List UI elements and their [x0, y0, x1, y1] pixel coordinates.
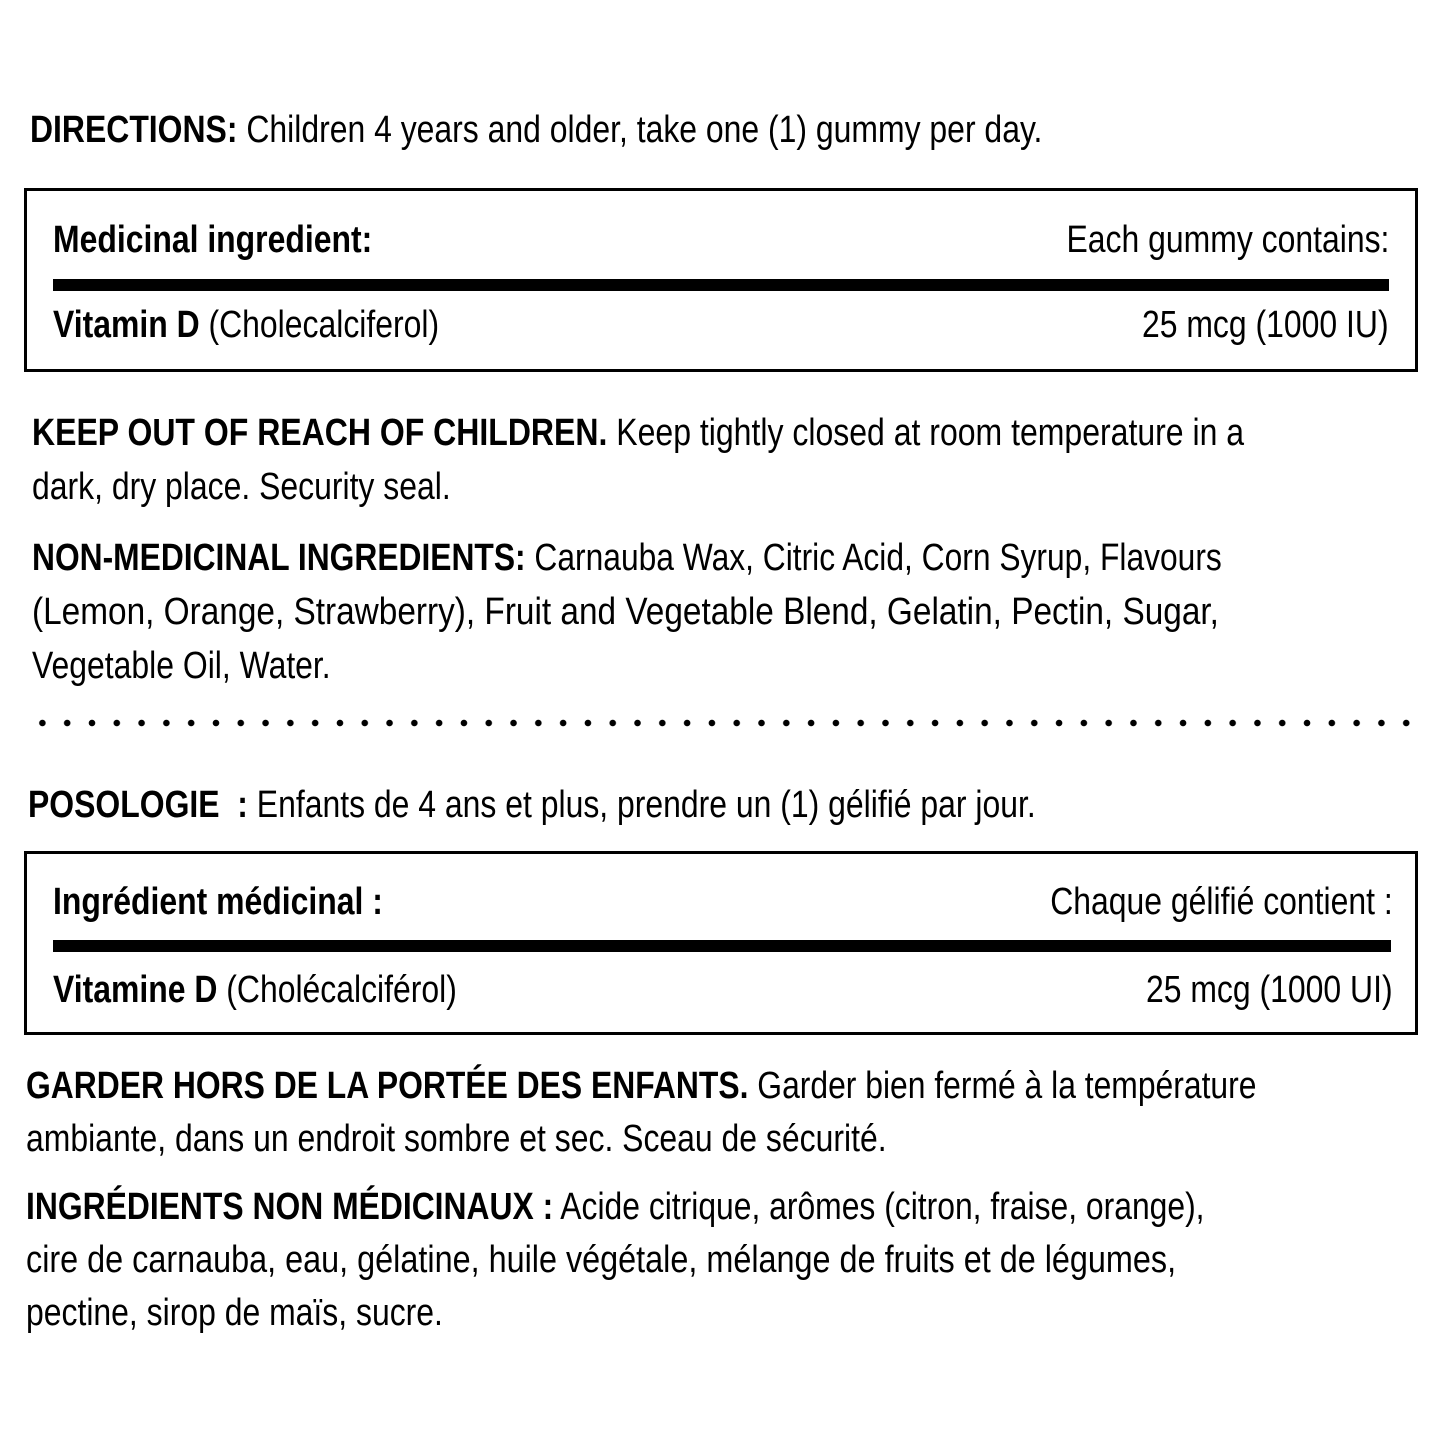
fr-non-medicinal-line-3: pectine, sirop de maïs, sucre. — [26, 1292, 443, 1334]
storage-label: KEEP OUT OF REACH OF CHILDREN. — [32, 412, 608, 454]
directions-line — [30, 110, 1042, 150]
ingredient-detail: (Cholecalciferol) — [199, 304, 440, 346]
fr-non-medicinal-line-1: INGRÉDIENTS NON MÉDICINAUX : Acide citrique, arômes (citron, fraise, orange), — [26, 1186, 1205, 1228]
table-ingredient-cell — [53, 305, 513, 345]
fr-non-medicinal-label: INGRÉDIENTS NON MÉDICINAUX : — [26, 1186, 554, 1228]
fr-ingredient-detail: (Cholécalciférol) — [217, 969, 457, 1011]
non-medicinal-line-2: (Lemon, Orange, Strawberry), Fruit and Vegetable Blend, Gelatin, Pectin, Sugar, — [32, 591, 1219, 633]
storage-line-1: KEEP OUT OF REACH OF CHILDREN. Keep tightly closed at room temperature in a — [32, 412, 1245, 454]
table-amount-cell: 25 mcg (1000 IU) — [1142, 304, 1389, 346]
fr-table-amount-cell: 25 mcg (1000 UI) — [1146, 969, 1393, 1011]
table-header-left: Medicinal ingredient: — [53, 219, 373, 261]
posologie-label: POSOLOGIE : — [28, 784, 248, 826]
table-header-right: Each gummy contains: — [1066, 219, 1389, 261]
fr-storage-label: GARDER HORS DE LA PORTÉE DES ENFANTS. — [26, 1065, 749, 1107]
directions-label: DIRECTIONS: — [30, 109, 238, 151]
directions-text: Children 4 years and older, take one (1) gummy per day. — [237, 109, 1043, 151]
fr-non-medicinal-line-2: cire de carnauba, eau, gélatine, huile végétale, mélange de fruits et de légumes, — [26, 1239, 1177, 1281]
ingredient-name: Vitamin D — [53, 304, 200, 346]
dotted-divider — [30, 718, 1420, 728]
non-medicinal-label: NON-MEDICINAL INGREDIENTS: — [32, 537, 526, 579]
fr-table-header-left: Ingrédient médicinal : — [53, 881, 383, 923]
table-rule — [53, 279, 1389, 291]
posologie-paragraph — [28, 785, 1228, 825]
posologie-text: Enfants de 4 ans et plus, prendre un (1) gélifié par jour. — [247, 784, 1036, 826]
fr-table-ingredient-cell — [53, 970, 534, 1010]
fr-table-header-right: Chaque gélifié contient : — [1050, 881, 1393, 923]
directions-paragraph — [30, 110, 1235, 150]
non-medicinal-line-3: Vegetable Oil, Water. — [32, 645, 331, 687]
non-medicinal-line-1: NON-MEDICINAL INGREDIENTS: Carnauba Wax, Citric Acid, Corn Syrup, Flavours — [32, 537, 1222, 579]
fr-storage-line-2: ambiante, dans un endroit sombre et sec. Sceau de sécurité. — [26, 1118, 887, 1160]
fr-storage-line-1: GARDER HORS DE LA PORTÉE DES ENFANTS. Garder bien fermé à la température — [26, 1065, 1257, 1107]
fr-table-rule — [53, 940, 1391, 952]
storage-line-2: dark, dry place. Security seal. — [32, 466, 451, 508]
fr-ingredient-name: Vitamine D — [53, 969, 218, 1011]
